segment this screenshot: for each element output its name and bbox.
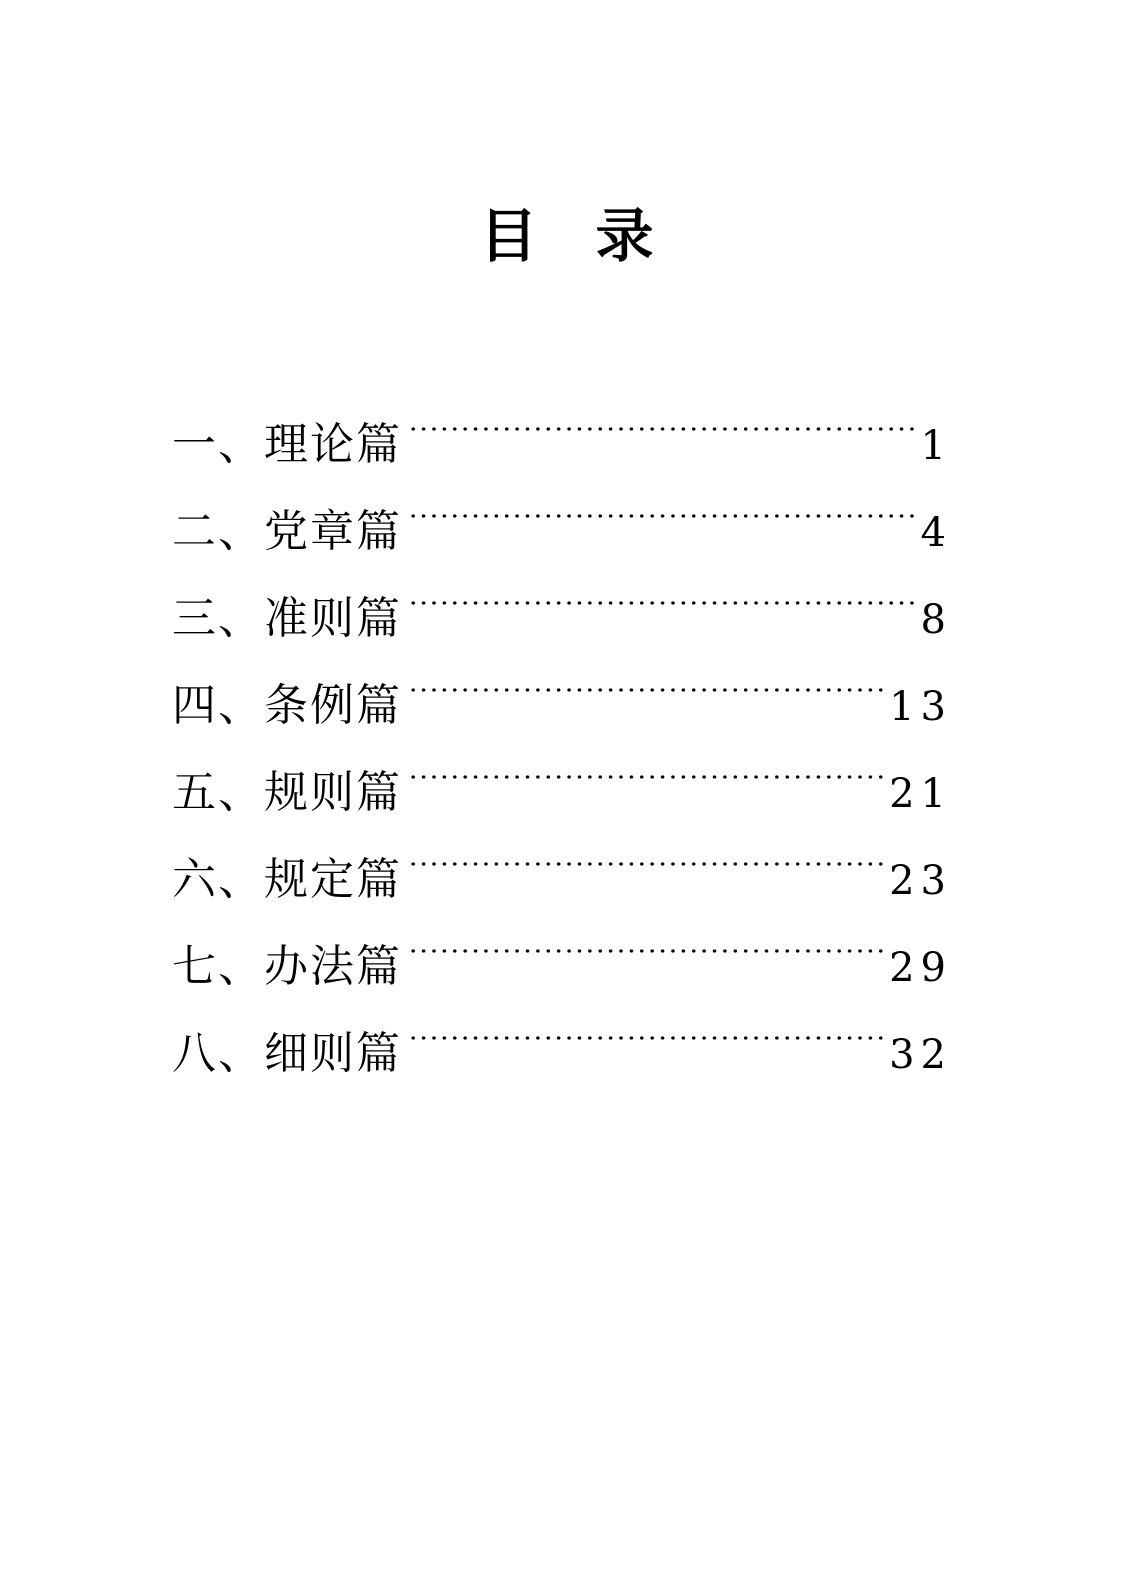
toc-entry-page-number: 23 <box>889 858 952 904</box>
toc-entry-page-number: 4 <box>920 510 952 556</box>
toc-entry-label: 六、规定篇 <box>172 854 402 905</box>
toc-entry-label: 二、党章篇 <box>172 506 402 557</box>
table-of-contents <box>172 372 952 1079</box>
toc-entry-label: 八、细则篇 <box>172 1028 402 1079</box>
toc-entry-label: 四、条例篇 <box>172 680 402 731</box>
toc-entry-page-number: 1 <box>920 423 952 469</box>
toc-entry-page-number: 32 <box>889 1032 952 1078</box>
toc-entry-label: 三、准则篇 <box>172 593 402 644</box>
dot-leader <box>408 546 917 633</box>
toc-entry-page-number: 13 <box>889 684 952 730</box>
dot-leader <box>408 807 885 894</box>
dot-leader <box>408 459 917 546</box>
toc-entry-page-number: 8 <box>920 597 952 643</box>
toc-entry-label: 五、规则篇 <box>172 767 402 818</box>
dot-leader <box>408 894 885 981</box>
toc-entry-label: 一、理论篇 <box>172 419 402 470</box>
toc-entry-page-number: 29 <box>889 945 952 991</box>
dot-leader <box>408 372 917 459</box>
toc-entry-page-number: 21 <box>889 771 952 817</box>
page-title: 目 录 <box>479 202 654 270</box>
toc-entry-theory[interactable] <box>172 372 952 470</box>
toc-entry-label: 七、办法篇 <box>172 941 402 992</box>
dot-leader <box>408 981 885 1068</box>
dot-leader <box>408 633 885 720</box>
dot-leader <box>408 720 885 807</box>
